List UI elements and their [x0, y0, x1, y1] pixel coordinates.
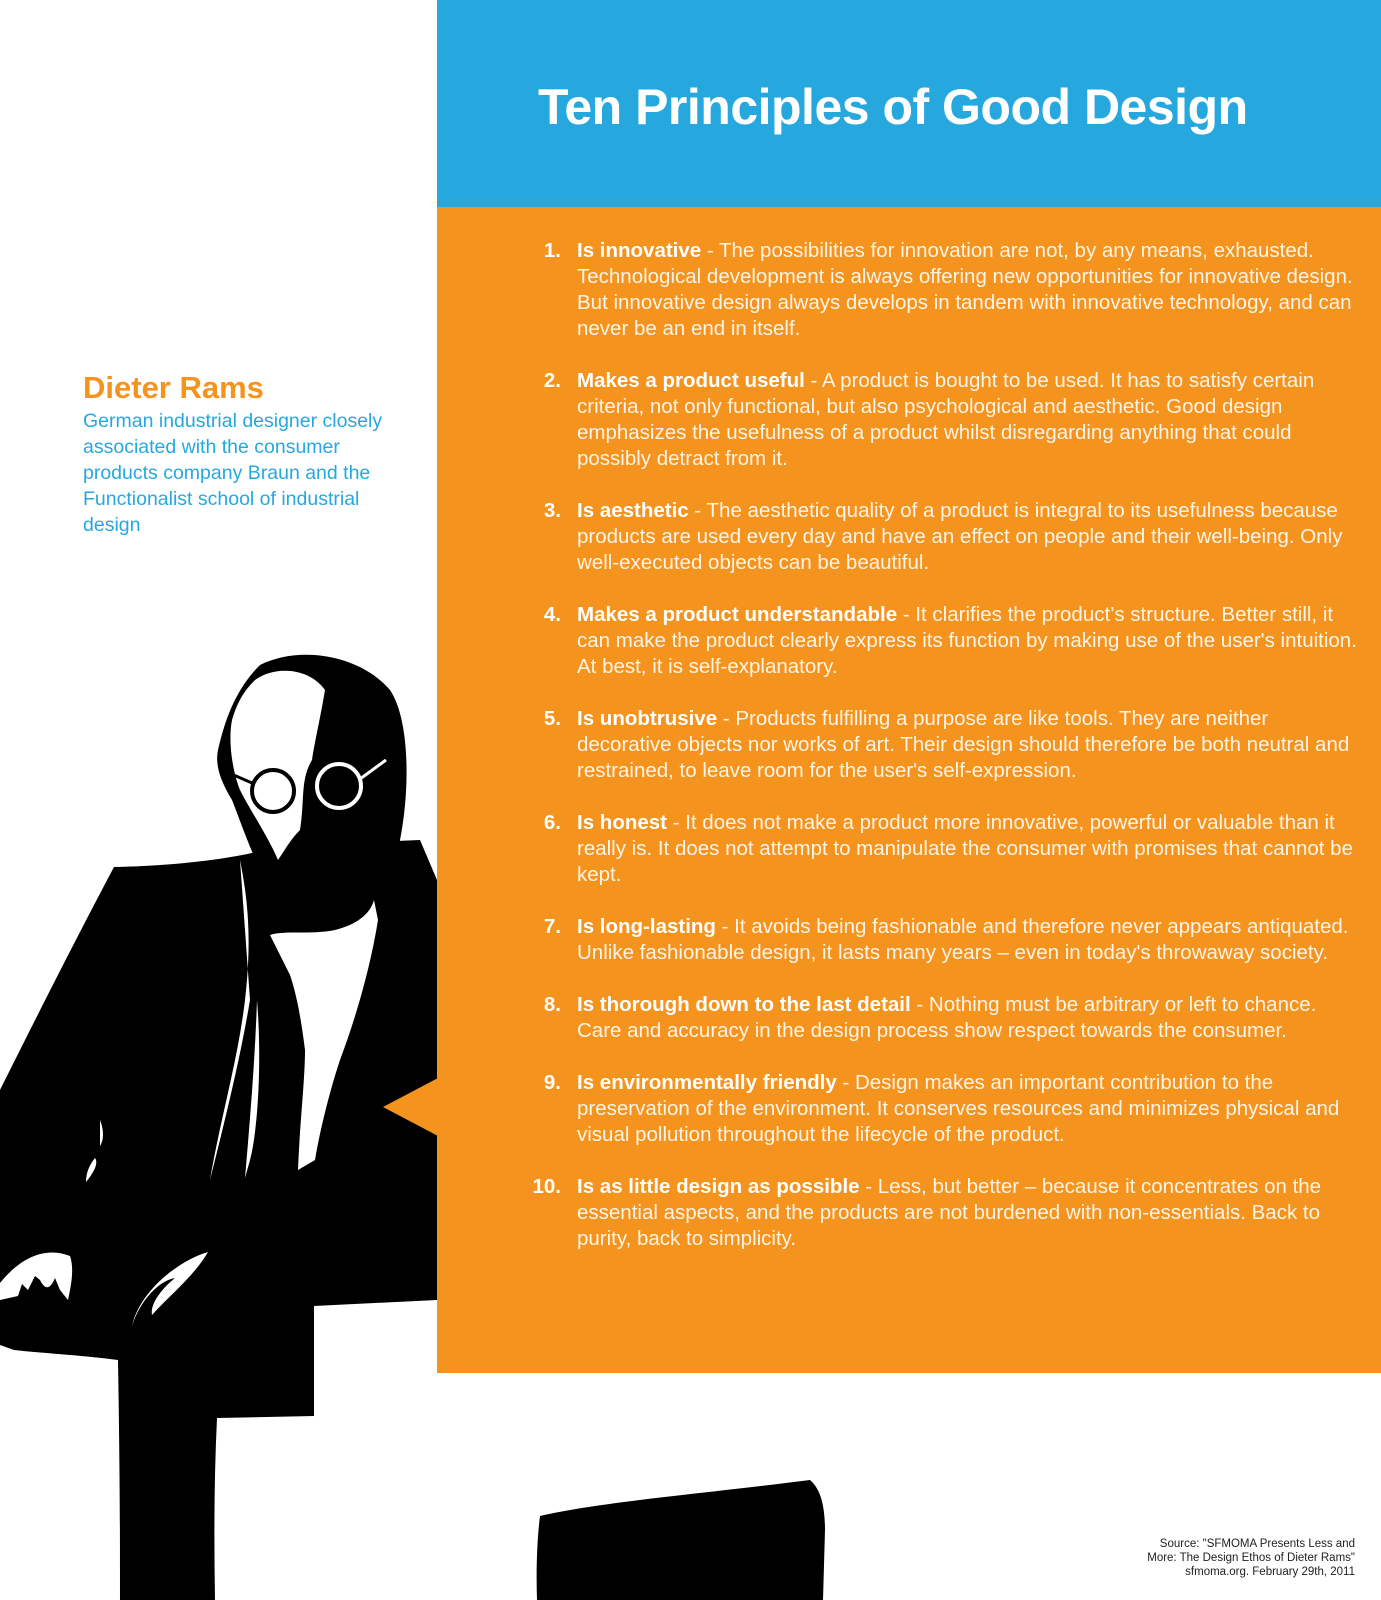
speech-pointer-icon [383, 1078, 438, 1136]
principle-description: - It does not make a product more innovative, powerful or valuable than it really is. It does not attempt to manipulate the consumer with promises that cannot be kept. [577, 811, 1353, 886]
principle-number: 10. [532, 1175, 561, 1198]
principle-title: Is honest [577, 811, 667, 834]
principle-item [477, 1070, 1357, 1148]
principle-description: - Nothing must be arbitrary or left to chance. Care and accuracy in the design process show respect towards the consumer. [577, 993, 1317, 1042]
source-citation [1147, 1537, 1355, 1579]
principle-title: Makes a product understandable [577, 603, 898, 626]
principle-item [477, 914, 1357, 966]
principle-description: - Design makes an important contribution to the preservation of the environment. It conserves resources and minimizes physical and visual pollution throughout the lifecycle of the product. [577, 1071, 1340, 1146]
principle-number: 5. [543, 707, 561, 730]
principle-title: Is unobtrusive [577, 707, 718, 730]
source-line: More: The Design Ethos of Dieter Rams" [1147, 1552, 1355, 1564]
principle-title: Is innovative [577, 239, 702, 262]
designer-name: Dieter Rams [83, 370, 264, 405]
source-line: sfmoma.org. February 29th, 2011 [1185, 1566, 1355, 1578]
principle-title: Is as little design as possible [577, 1175, 860, 1198]
principle-item [477, 368, 1357, 472]
principle-number: 6. [543, 811, 561, 834]
principle-number: 4. [543, 603, 561, 626]
principle-item [477, 706, 1357, 784]
principle-description: - It avoids being fashionable and therefore never appears antiquated. Unlike fashionable design, it lasts many years – even in today's throwaway society. [577, 915, 1349, 964]
principle-title: Is aesthetic [577, 499, 689, 522]
principle-description: - Products fulfilling a purpose are like tools. They are neither decorative objects nor works of art. Their design should therefore be both neutral and restrained, to leave room for the user's self-expression. [577, 707, 1350, 782]
source-line: Source: "SFMOMA Presents Less and [1159, 1538, 1355, 1550]
principle-item [477, 602, 1357, 680]
principle-number: 7. [543, 915, 561, 938]
principle-description: - It clarifies the product’s structure. Better still, it can make the product clearly express its function by making use of the user's intuition. At best, it is self-explanatory. [577, 603, 1357, 678]
principle-number: 9. [543, 1071, 561, 1094]
principle-description: - Less, but better – because it concentrates on the essential aspects, and the products are not burdened with non-essentials. Back to purity, back to simplicity. [577, 1175, 1322, 1250]
principle-number: 1. [543, 239, 561, 262]
principle-number: 8. [543, 993, 561, 1016]
page-title: Ten Principles of Good Design [538, 79, 1248, 135]
principle-title: Is thorough down to the last detail [577, 993, 911, 1016]
principle-item [477, 238, 1357, 342]
chair-shape [537, 1480, 825, 1600]
principle-item [477, 1174, 1357, 1252]
title-banner [437, 0, 1381, 207]
principle-item [477, 498, 1357, 576]
principles-panel [437, 207, 1381, 1373]
designer-description: German industrial designer closely associated with the consumer products company Braun and the Functionalist school of industrial design [83, 410, 383, 536]
principle-title: Is environmentally friendly [577, 1071, 837, 1094]
principle-description: - A product is bought to be used. It has to satisfy certain criteria, not only functional, but also psychological and aesthetic. Good design emphasizes the usefulness of a product whilst disregarding anything that could possibly detract from it. [577, 369, 1315, 470]
designer-bio [83, 370, 383, 538]
principle-title: Is long-lasting [577, 915, 716, 938]
principle-item [477, 992, 1357, 1044]
principle-number: 3. [543, 499, 561, 522]
principles-list [477, 238, 1357, 1278]
principle-description: - The aesthetic quality of a product is integral to its usefulness because products are used every day and have an effect on people and their well-being. Only well-executed objects can be beautiful. [577, 499, 1343, 574]
principle-description: - The possibilities for innovation are not, by any means, exhausted. Technological development is always offering new opportunities for innovative design. But innovative design always develops in tandem with innovative technology, and can never be an end in itself. [577, 239, 1353, 340]
principle-item [477, 810, 1357, 888]
principle-number: 2. [543, 369, 561, 392]
principle-title: Makes a product useful [577, 369, 805, 392]
